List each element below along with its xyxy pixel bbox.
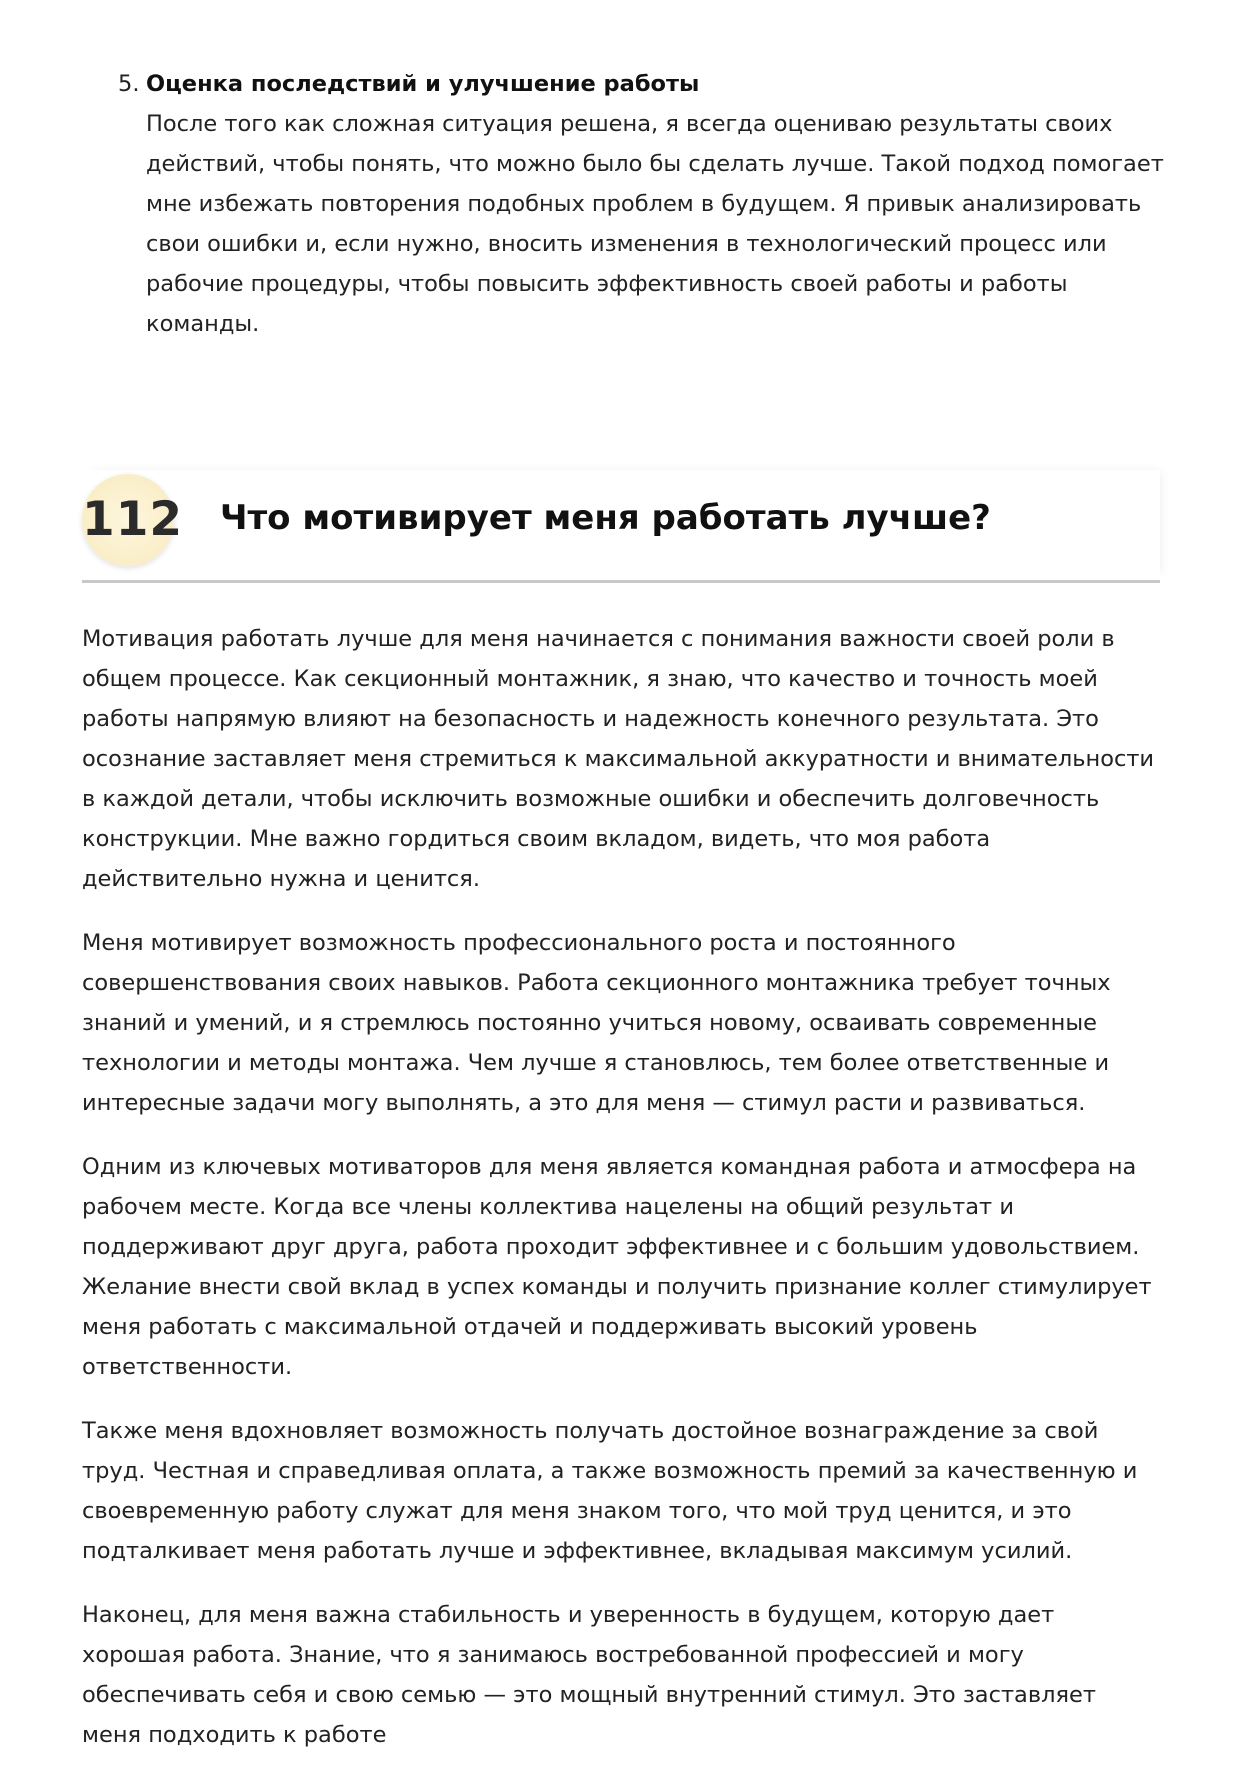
section-number: 112: [82, 492, 184, 547]
paragraph-4: Также меня вдохновляет возможность получать достойное вознаграждение за свой труд. Честная и справедливая оплата, а также возможность премий за качественную и своевременную работу служат для меня знаком того, что мой труд ценится, и это подталкивает меня работать лучше и эффективнее, вкладывая максимум усилий.: [82, 1418, 1138, 1564]
list-item-text: После того как сложная ситуация решена, я всегда оцениваю результаты своих действий, чтобы понять, что можно было бы сделать лучше. Такой подход помогает мне избежать повторения подобных проблем в будущем. Я привык анализировать свои ошибки и, если нужно, вносить изменения в технологический процесс или рабочие процедуры, чтобы повысить эффективность своей работы и работы команды.: [146, 111, 1164, 337]
list-item-5: [118, 64, 1168, 344]
list-item-body: [146, 64, 1168, 344]
paragraph-3: Одним из ключевых мотиваторов для меня является командная работа и атмосфера на рабочем месте. Когда все члены коллектива нацелены на общий результат и поддерживают друг друга, работа проходит эффективнее и с большим удовольствием. Желание внести свой вклад в успех команды и получить признание коллег стимулирует меня работать с максимальной отдачей и поддерживать высокий уровень ответственности.: [82, 1154, 1152, 1380]
list-item-title: Оценка последствий и улучшение работы: [146, 71, 700, 97]
list-marker: 5.: [118, 71, 140, 97]
section-number-badge: [82, 474, 184, 566]
section-header: [82, 470, 1160, 583]
section-content: [82, 619, 1162, 1779]
section-title: Что мотивирует меня работать лучше?: [220, 498, 991, 538]
paragraph-1: Мотивация работать лучше для меня начинается с понимания важности своей роли в общем процессе. Как секционный монтажник, я знаю, что качество и точность моей работы напрямую влияют на безопасность и надежность конечного результата. Это осознание заставляет меня стремиться к максимальной аккуратности и внимательности в каждой детали, чтобы исключить возможные ошибки и обеспечить долговечность конструкции. Мне важно гордиться своим вкладом, видеть, что моя работа действительно нужна и ценится.: [82, 626, 1155, 892]
paragraph-2: Меня мотивирует возможность профессионального роста и постоянного совершенствования своих навыков. Работа секционного монтажника требует точных знаний и умений, и я стремлюсь постоянно учиться новому, осваивать современные технологии и методы монтажа. Чем лучше я становлюсь, тем более ответственные и интересные задачи могу выполнять, а это для меня — стимул расти и развиваться.: [82, 930, 1111, 1116]
paragraph-5: Наконец, для меня важна стабильность и уверенность в будущем, которую дает хорошая работа. Знание, что я занимаюсь востребованной профессией и могу обеспечивать себя и свою семью — это мощный внутренний стимул. Это заставляет меня подходить к работе: [82, 1602, 1096, 1748]
